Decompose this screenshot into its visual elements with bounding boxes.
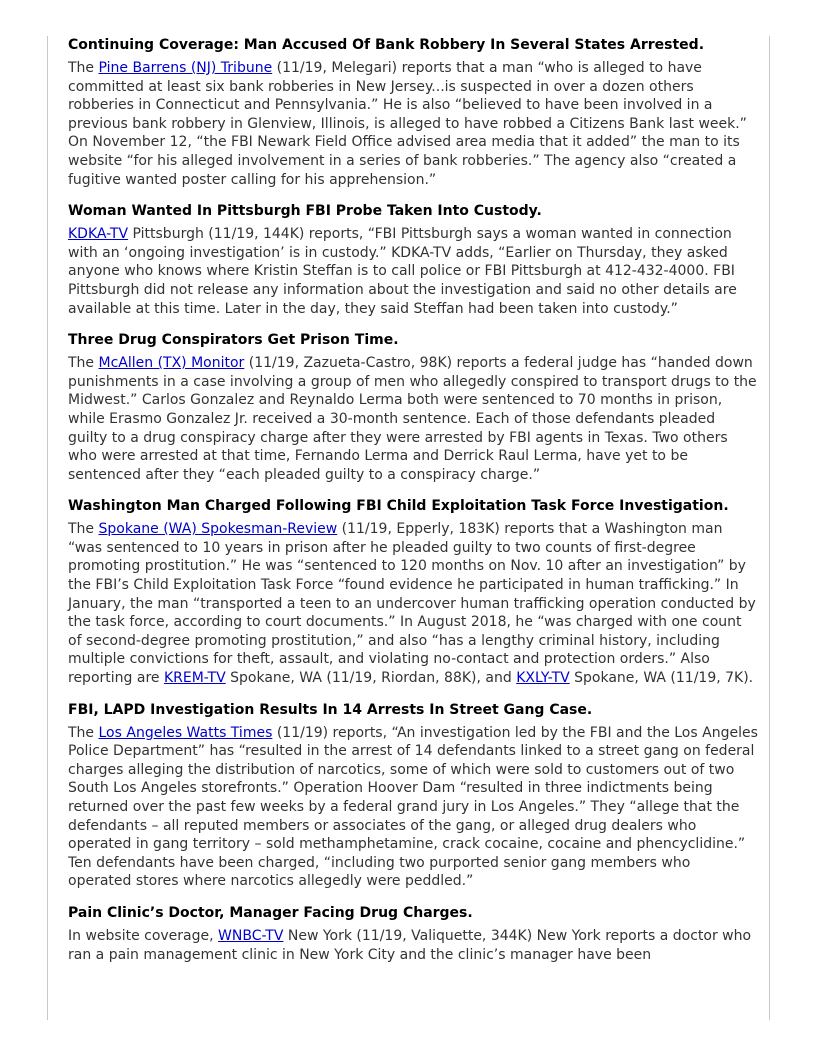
source-link-kxly-tv[interactable]: KXLY-TV	[516, 670, 570, 687]
source-link-pine-barrens-tribune[interactable]: Pine Barrens (NJ) Tribune	[98, 60, 273, 76]
source-link-watts-times[interactable]: Los Angeles Watts Times	[98, 724, 273, 741]
news-briefing-page	[68, 36, 758, 977]
story-headline: Continuing Coverage: Man Accused Of Bank Robbery In Several States Arrested.	[68, 37, 705, 53]
story-headline: Washington Man Charged Following FBI Child Exploitation Task Force Investigation.	[68, 498, 729, 515]
source-link-wnbc-tv[interactable]: WNBC-TV	[218, 927, 284, 944]
story-body	[68, 724, 758, 891]
story-headline: Pain Clinic’s Doctor, Manager Facing Drug Charges.	[68, 904, 473, 921]
story-pittsburgh-custody	[68, 202, 758, 318]
story-body-text: Pittsburgh (11/19, 144K) reports, “FBI Pittsburgh says a woman wanted in connection with an ‘ongoing investigation’ is in custody.” KDKA-TV adds, “Earlier on Thursday, they asked anyone who knows where Kristin Steffan is to call police or FBI Pittsburgh at 412-432-4000. FBI Pittsburgh did not release any information about the investigation and said no other details are available at this time. Later in the day, they said Steffan had been taken into custody.”	[68, 226, 737, 317]
story-body-text: (11/19, Epperly, 183K) reports that a Washington man “was sentenced to 10 years in prison after he pleaded guilty to two counts of first-degree promoting prostitution.” He was “sentenced to 120 months on Nov. 10 after an investigation” by the FBI’s Child Exploitation Task Force “found evidence he participated in human trafficking.” In January, the man “transported a teen to an undercover human trafficking operation conducted by the task force, according to court documents.” In August 2018, he “was charged with one count of second-degree promoting prostitution,” and also “has a lengthy criminal history, including multiple convictions for theft, assault, and violating no-contact and protection orders.” Also reporting are	[68, 521, 756, 687]
source-link-kdka-tv[interactable]: KDKA-TV	[68, 226, 129, 243]
story-bank-robbery-arrest	[68, 36, 758, 189]
story-body-text: (11/19, Melegari) reports that a man “who is alleged to have committed at least six bank robberies in New Jersey...is suspected in over a dozen others robberies in Connecticut and Pennsylvania.” He is also “believed to have been involved in a previous bank robbery in Glenview, Illinois, is alleged to have robbed a Citizens Bank last week.” On November 12, “the FBI Newark Field Office advised area media that it added” the man to its website “for his alleged involvement in a series of bank robberies.” The agency also “created a fugitive wanted poster calling for his apprehension.”	[68, 60, 747, 188]
story-body-lead: The	[68, 60, 99, 76]
story-body	[68, 225, 758, 318]
source-link-mcallen-monitor[interactable]: McAllen (TX) Monitor	[98, 355, 245, 372]
story-drug-conspirators	[68, 331, 758, 484]
story-body	[68, 59, 758, 189]
story-body-text: (11/19, Zazueta-Castro, 98K) reports a federal judge has “handed down punishments in a case involving a group of men who allegedly conspired to transport drugs to the Midwest.” Carlos Gonzalez and Reynaldo Lerma both were sentenced to 70 months in prison, while Erasmo Gonzalez Jr. received a 30-month sentence. Each of those defendants pleaded guilty to a drug conspiracy charge after they were arrested by FBI agents in Texas. Two others who were arrested at that time, Fernando Lerma and Derrick Raul Lerma, have yet to be sentenced after they “each pleaded guilty to a conspiracy charge.”	[68, 355, 757, 483]
story-pain-clinic-charges	[68, 904, 758, 964]
story-lapd-gang-arrests	[68, 701, 758, 891]
story-body-text: Spokane, WA (11/19, 7K).	[569, 670, 754, 687]
story-body	[68, 354, 758, 484]
story-body-text: New York (11/19, Valiquette, 344K) New York reports a doctor who ran a pain management clinic in New York City and the clinic’s manager have been	[68, 927, 752, 963]
story-washington-task-force	[68, 497, 758, 687]
story-body	[68, 927, 758, 964]
story-headline: FBI, LAPD Investigation Results In 14 Arrests In Street Gang Case.	[68, 701, 593, 718]
source-link-krem-tv[interactable]: KREM-TV	[163, 670, 226, 687]
story-body-lead: In website coverage,	[68, 927, 219, 944]
source-link-spokesman-review[interactable]: Spokane (WA) Spokesman-Review	[98, 521, 338, 538]
story-headline: Three Drug Conspirators Get Prison Time.	[68, 332, 399, 349]
story-headline: Woman Wanted In Pittsburgh FBI Probe Taken Into Custody.	[68, 203, 542, 220]
story-body-text: (11/19) reports, “An investigation led by the FBI and the Los Angeles Police Department” has “resulted in the arrest of 14 defendants linked to a street gang on federal charges alleging the distribution of narcotics, some of which were sold to customers out of two South Los Angeles storefronts.” Operation Hoover Dam “resulted in three indictments being returned over the past few weeks by a federal grand jury in Los Angeles.” They “allege that the defendants – all reputed members or associates of the gang, or alleged drug dealers who operated in gang territory – sold methamphetamine, crack cocaine, cocaine and phencyclidine.” Ten defendants have been charged, “including two purported senior gang members who operated stores where narcotics allegedly were peddled.”	[68, 724, 758, 890]
story-body	[68, 520, 758, 687]
story-body-text: Spokane, WA (11/19, Riordan, 88K), and	[225, 670, 517, 687]
story-body-lead: The	[68, 521, 99, 538]
story-body-lead: The	[68, 724, 99, 741]
story-body-lead: The	[68, 355, 99, 372]
